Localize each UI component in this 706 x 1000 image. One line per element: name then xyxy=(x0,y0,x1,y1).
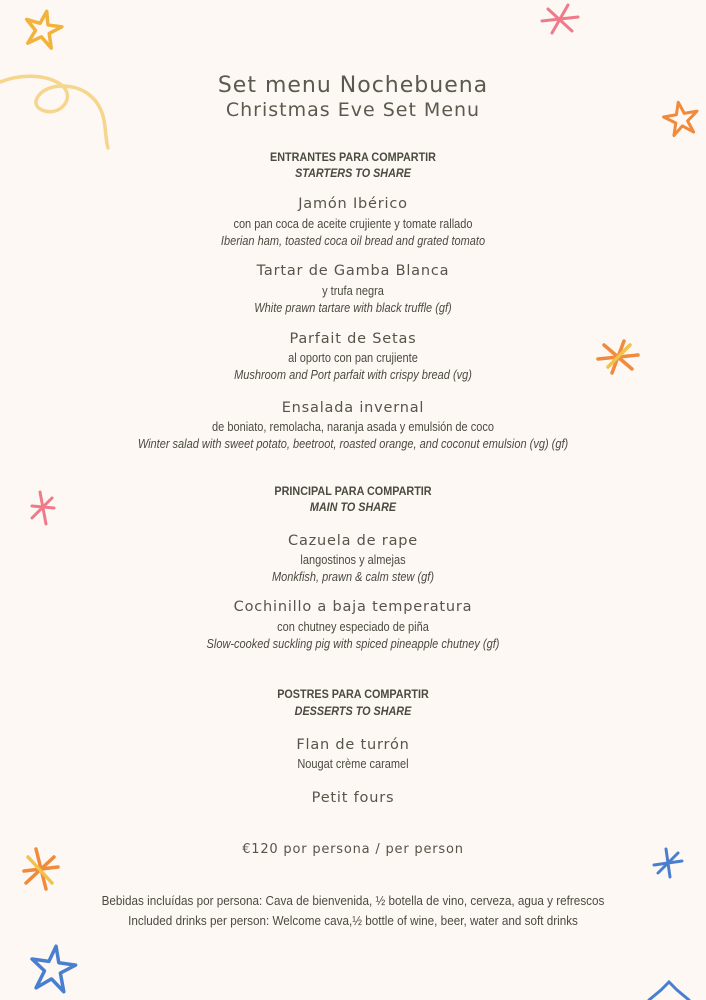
dish-description-es: y trufa negra xyxy=(322,284,384,298)
dish-description-en: Monkfish, prawn & calm stew (gf) xyxy=(271,570,435,584)
dish-description-en: Nougat crème caramel xyxy=(297,757,409,771)
dish-name: Ensalada invernal xyxy=(281,400,425,416)
section-heading-starters: ENTRANTES PARA COMPARTIR xyxy=(269,150,436,164)
dish-description-es: con pan coca de aceite crujiente y tomate rallado xyxy=(233,217,473,231)
star-icon xyxy=(644,980,694,1000)
menu-title: Set menu Nochebuena xyxy=(217,73,489,98)
section-heading-main: PRINCIPAL PARA COMPARTIR xyxy=(274,484,432,498)
section-heading-desserts: POSTRES PARA COMPARTIR xyxy=(277,687,429,701)
dish-description-en: Slow-cooked suckling pig with spiced pineapple chutney (gf) xyxy=(206,637,500,651)
dish-name: Jamón Ibérico xyxy=(298,196,408,212)
dish-description-en: White prawn tartare with black truffle (gf) xyxy=(254,301,452,315)
dish-description-en: Winter salad with sweet potato, beetroot, roasted orange, and coconut emulsion (vg) (gf) xyxy=(137,437,569,451)
dish-name: Cochinillo a baja temperatura xyxy=(233,599,473,615)
dish-description-en: Mushroom and Port parfait with crispy bread (vg) xyxy=(234,368,472,382)
drinks-included-en: Included drinks per person: Welcome cava,½ bottle of wine, beer, water and soft drinks xyxy=(128,913,578,928)
dish-description-en: Iberian ham, toasted coca oil bread and grated tomato xyxy=(220,234,486,248)
section-subheading-starters: STARTERS TO SHARE xyxy=(295,166,411,180)
dish-name: Flan de turrón xyxy=(296,737,410,753)
menu-subtitle: Christmas Eve Set Menu xyxy=(225,99,481,121)
dish-description-es: langostinos y almejas xyxy=(300,553,406,567)
dish-name: Tartar de Gamba Blanca xyxy=(256,263,450,279)
dish-name: Parfait de Setas xyxy=(289,331,417,347)
section-subheading-desserts: DESSERTS TO SHARE xyxy=(294,704,412,718)
dish-description-es: de boniato, remolacha, naranja asada y emulsión de coco xyxy=(212,420,494,434)
dish-description-es: con chutney especiado de piña xyxy=(277,620,429,634)
section-subheading-main: MAIN TO SHARE xyxy=(309,500,397,514)
price-per-person: €120 por persona / per person xyxy=(242,842,464,857)
dish-name: Petit fours xyxy=(311,790,395,806)
dish-description-es: al oporto con pan crujiente xyxy=(288,351,418,365)
star-icon xyxy=(20,6,66,52)
star-icon xyxy=(24,940,82,996)
star-icon xyxy=(536,0,584,38)
drinks-included-es: Bebidas incluídas por persona: Cava de bienvenida, ½ botella de vino, cerveza, agua y refrescos xyxy=(101,893,605,908)
dish-name: Cazuela de rape xyxy=(288,533,418,549)
